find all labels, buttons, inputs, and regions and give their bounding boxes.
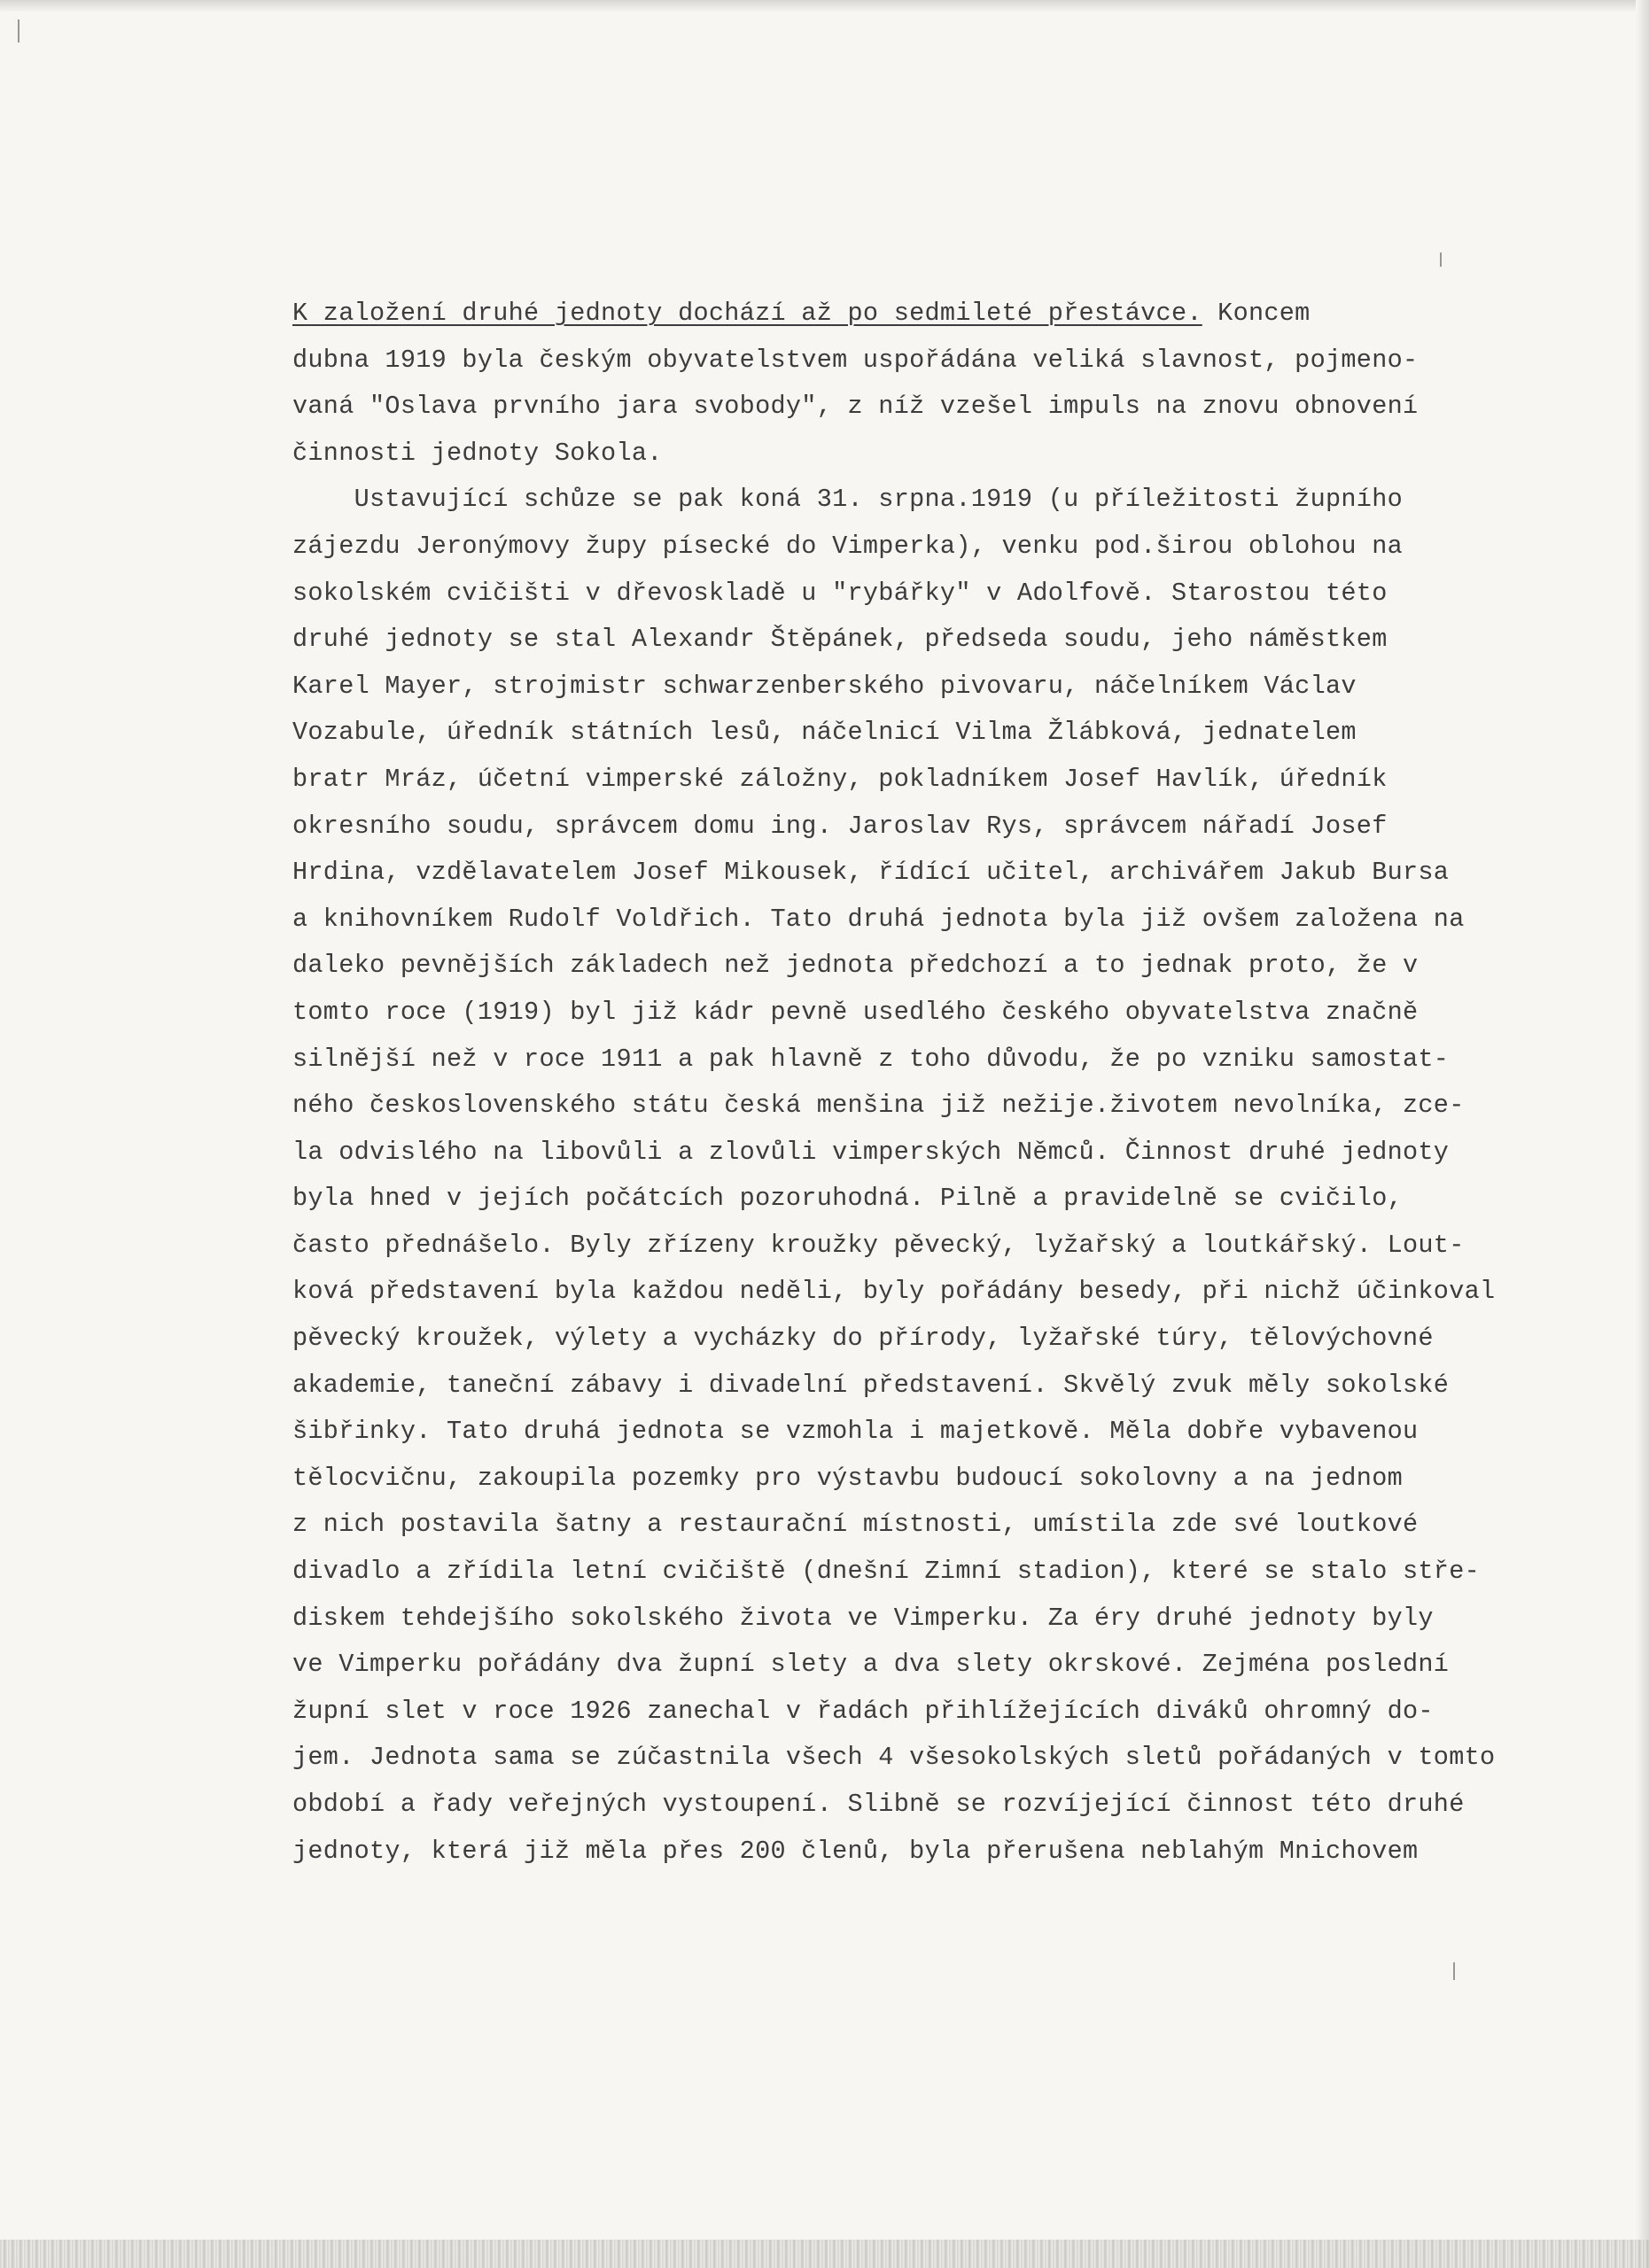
text-line: druhé jednoty se stal Alexandr Štěpánek, předseda soudu, jeho náměstkem [292,625,1388,655]
scan-right-edge [1636,0,1649,2268]
text-line: tělocvičnu, zakoupila pozemky pro výstavbu budoucí sokolovny a na jednom [292,1463,1403,1493]
text-line: jednoty, která již měla přes 200 členů, byla přerušena neblahým Mnichovem [292,1836,1419,1866]
text-line: akademie, taneční zábavy i divadelní představení. Skvělý zvuk měly sokolské [292,1370,1450,1400]
text-line: divadlo a zřídila letní cvičiště (dnešní Zimní stadion), které se stalo stře- [292,1557,1481,1587]
text-line: často přednášelo. Byly zřízeny kroužky pěvecký, lyžařský a loutkářský. Lout- [292,1230,1465,1260]
text-line: pěvecký kroužek, výlety a vycházky do přírody, lyžařské túry, tělovýchovné [292,1324,1434,1354]
scan-mark-right-bottom [1453,1962,1455,1980]
text-line: ková představení byla každou neděli, byly pořádány besedy, při nichž účinkoval [292,1277,1496,1307]
text-line: ve Vimperku pořádány dva župní slety a dva slety okrskové. Zejména poslední [292,1650,1450,1680]
scan-mark-left [18,19,19,43]
text-line: tomto roce (1919) byl již kádr pevně usedlého českého obyvatelstva značně [292,997,1419,1027]
text-line: byla hned v jejích počátcích pozoruhodná. Pilně a pravidelně se cvičilo, [292,1184,1403,1214]
text-line: Ustavující schůze se pak koná 31. srpna.1919 (u příležitosti župního [292,485,1403,515]
text-line: daleko pevnějších základech než jednota předchozí a to jednak proto, že v [292,951,1419,981]
text-line: silnější než v roce 1911 a pak hlavně z toho důvodu, že po vzniku samostat- [292,1044,1450,1074]
scan-top-edge [0,0,1649,12]
underlined-heading: K založení druhé jednoty dochází až po sedmileté přestávce. [292,299,1202,328]
text-line: okresního soudu, správcem domu ing. Jaroslav Rys, správcem nářadí Josef [292,811,1388,841]
text-line: šibřinky. Tato druhá jednota se vzmohla i majetkově. Měla dobře vybavenou [292,1417,1419,1447]
text-line: zájezdu Jeronýmovy župy písecké do Vimperka), venku pod.širou oblohou na [292,531,1403,561]
typewritten-text [292,291,1496,1875]
text-line: z nich postavila šatny a restaurační místnosti, umístila zde své loutkové [292,1510,1419,1540]
text-line: sokolském cvičišti v dřevoskladě u "rybářky" v Adolfově. Starostou této [292,578,1388,608]
text-line: Hrdina, vzdělavatelem Josef Mikousek, řídící učitel, archivářem Jakub Bursa [292,858,1450,888]
scan-mark-right-top [1440,252,1442,267]
text-line: jem. Jednota sama se zúčastnila všech 4 všesokolských sletů pořádaných v tomto [292,1743,1496,1773]
heading-continuation: Koncem [1202,299,1311,328]
text-line: diskem tehdejšího sokolského života ve Vimperku. Za éry druhé jednoty byly [292,1603,1434,1633]
text-line: a knihovníkem Rudolf Voldřich. Tato druhá jednota byla již ovšem založena na [292,904,1465,934]
scan-bottom-edge [0,2240,1649,2268]
text-line: župní slet v roce 1926 zanechal v řadách přihlížejících diváků ohromný do- [292,1696,1434,1726]
text-line-heading [292,291,1418,338]
text-line: bratr Mráz, účetní vimperské záložny, pokladníkem Josef Havlík, úředník [292,764,1388,794]
text-line: vaná "Oslava prvního jara svobody", z níž vzešel impuls na znovu obnovení [292,392,1419,422]
text-line: la odvislého na libovůli a zlovůli vimperských Němců. Činnost druhé jednoty [292,1137,1450,1167]
text-line: dubna 1919 byla českým obyvatelstvem uspořádána veliká slavnost, pojmeno- [292,345,1419,375]
text-line: činnosti jednoty Sokola. [292,438,663,468]
text-line: ného československého státu česká menšina již nežije.životem nevolníka, zce- [292,1091,1465,1121]
text-line: Karel Mayer, strojmistr schwarzenberského pivovaru, náčelníkem Václav [292,671,1357,701]
text-line: období a řady veřejných vystoupení. Slibně se rozvíjející činnost této druhé [292,1790,1465,1819]
text-line: Vozabule, úředník státních lesů, náčelnicí Vilma Žlábková, jednatelem [292,718,1357,748]
